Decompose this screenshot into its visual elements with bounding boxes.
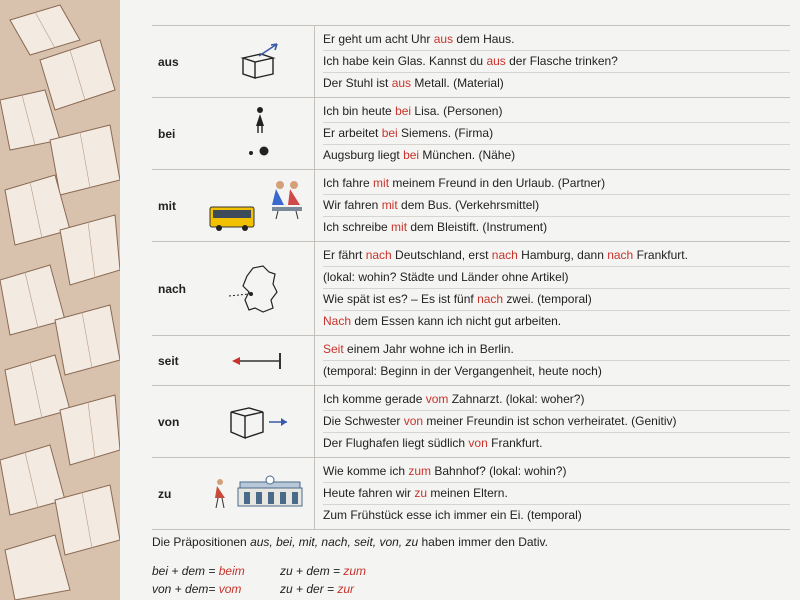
sentence-text: Zum Frühstück esse ich immer ein Ei. (temporal) [323,508,582,522]
preposition-table [152,25,790,530]
highlighted-preposition: aus [486,54,506,68]
sentence-text: dem Bleistift. (Instrument) [407,220,548,234]
example-sentence [323,389,790,411]
example-sentence [323,29,790,51]
sentence-text: Augsburg liegt [323,148,404,162]
highlighted-preposition: bei [403,148,420,162]
example-sentence [323,245,790,267]
person-dots-icon [206,98,314,169]
sentence-text: Wie komme ich [323,464,409,478]
example-sentence [323,51,790,73]
sentence-text: meiner Freundin ist schon verheiratet. (Genitiv) [423,414,677,428]
sentence-text: Frankfurt. [633,248,688,262]
sentence-text: (lokal: wohin? Städte und Länder ohne Artikel) [323,270,569,284]
preposition-label: nach [158,281,187,296]
sentence-text: zwei. (temporal) [503,292,592,306]
highlighted-preposition: bei [395,104,412,118]
sentence-text: Metall. (Material) [411,76,504,90]
highlighted-preposition: zum [408,464,432,478]
contraction-result: vom [218,582,242,596]
example-sentence [323,145,790,166]
contraction-base: zu + der = [280,582,338,596]
contraction-row [152,580,408,598]
preposition-label: von [158,414,180,429]
sentence-text: Bahnhof? (lokal: wohin?) [431,464,567,478]
example-sentence [323,483,790,505]
table-row [152,25,790,98]
contraction-result: zum [343,564,367,578]
sentence-text: (temporal: Beginn in der Vergangenheit, heute noch) [323,364,602,378]
sentence-text: Wie spät ist es? – Es ist fünf [323,292,478,306]
example-sentences [314,170,790,241]
highlighted-preposition: aus [433,32,454,46]
sentence-text: Ich habe kein Glas. Kannst du [323,54,487,68]
sentence-text: Die Schwester [323,414,404,428]
table-row [152,242,790,336]
highlighted-preposition: vom [425,392,449,406]
sentence-text: meinem Freund in den Urlaub. (Partner) [389,176,606,190]
sentence-text: Frankfurt. [487,436,543,450]
preposition-label: bei [158,126,176,141]
sentence-text: Zahnarzt. (lokal: woher?) [448,392,585,406]
example-sentence [323,217,790,238]
highlighted-preposition: Nach [323,314,352,328]
sentence-text: Heute fahren wir [323,486,415,500]
example-sentences [314,336,790,385]
example-sentence [323,461,790,483]
example-sentence [323,505,790,526]
highlighted-preposition: zu [414,486,428,500]
highlighted-preposition: nach [365,248,392,262]
highlighted-preposition: von [468,436,488,450]
sentence-text: dem Essen kann ich nicht gut arbeiten. [351,314,562,328]
sentence-text: Lisa. (Personen) [411,104,503,118]
contraction [152,580,280,598]
sentence-text: Der Stuhl ist [323,76,392,90]
example-sentence [323,433,790,454]
preposition-label: aus [158,54,179,69]
book-pages-icon [0,0,120,600]
highlighted-preposition: von [403,414,424,428]
sentence-text: Hamburg, dann [517,248,608,262]
sentence-text: Er fährt [323,248,366,262]
example-sentence [323,73,790,94]
timeline-arrow-icon [206,336,314,385]
highlighted-preposition: mit [373,176,390,190]
contractions [152,562,408,598]
preposition-label: mit [158,198,176,213]
example-sentence [323,123,790,145]
box-arrow-out-icon [206,26,314,97]
sentence-text: Ich fahre [323,176,374,190]
example-sentence [323,101,790,123]
highlighted-preposition: mit [381,198,398,212]
sentence-text: dem Bus. (Verkehrsmittel) [397,198,540,212]
contraction-result: zur [337,582,355,596]
example-sentences [314,242,790,335]
contraction [280,580,408,598]
table-row [152,386,790,458]
table-row [152,458,790,530]
example-sentence [323,289,790,311]
example-sentence [323,411,790,433]
highlighted-preposition: aus [391,76,412,90]
sentence-text: Ich komme gerade [323,392,426,406]
contraction [152,562,280,580]
example-sentence [323,339,790,361]
contraction-base: von + dem= [152,582,219,596]
box-arrow-right-icon [206,386,314,457]
contraction-row [152,562,408,580]
contraction-base: bei + dem = [152,564,219,578]
example-sentence [323,267,790,289]
person-station-icon [206,458,314,529]
example-sentence [323,195,790,217]
sentence-text: Der Flughafen liegt südlich [323,436,469,450]
example-sentence [323,361,790,382]
example-sentences [314,98,790,169]
sentence-text: der Flasche trinken? [505,54,618,68]
contraction-base: zu + dem = [280,564,344,578]
sentence-text: dem Haus. [453,32,515,46]
highlighted-preposition: nach [607,248,634,262]
sentence-text: Ich bin heute [323,104,396,118]
sentence-text: Er geht um acht Uhr [323,32,434,46]
highlighted-preposition: mit [391,220,408,234]
highlighted-preposition: bei [381,126,398,140]
sentence-text: Er arbeitet [323,126,382,140]
highlighted-preposition: Seit [323,342,344,356]
decorative-book-pattern [0,0,120,600]
contraction [280,562,408,580]
preposition-label: zu [158,486,172,501]
sentence-text: Siemens. (Firma) [397,126,494,140]
sentence-text: München. (Nähe) [419,148,516,162]
contraction-result: beim [218,564,245,578]
sentence-text: Deutschland, erst [391,248,492,262]
table-row [152,98,790,170]
highlighted-preposition: nach [477,292,504,306]
germany-map-icon [206,242,314,335]
example-sentence [323,311,790,332]
bus-people-icon [206,170,314,241]
sentence-text: meinen Eltern. [427,486,508,500]
highlighted-preposition: nach [491,248,518,262]
example-sentence [323,173,790,195]
example-sentences [314,458,790,529]
sentence-text: Ich schreibe [323,220,392,234]
table-row [152,170,790,242]
sentence-text: einem Jahr wohne ich in Berlin. [343,342,514,356]
dative-rule: Die Präpositionen aus, bei, mit, nach, seit, von, zu haben immer den Dativ. [152,535,548,549]
example-sentences [314,26,790,97]
example-sentences [314,386,790,457]
table-row [152,336,790,386]
sentence-text: Wir fahren [323,198,382,212]
preposition-label: seit [158,353,179,368]
